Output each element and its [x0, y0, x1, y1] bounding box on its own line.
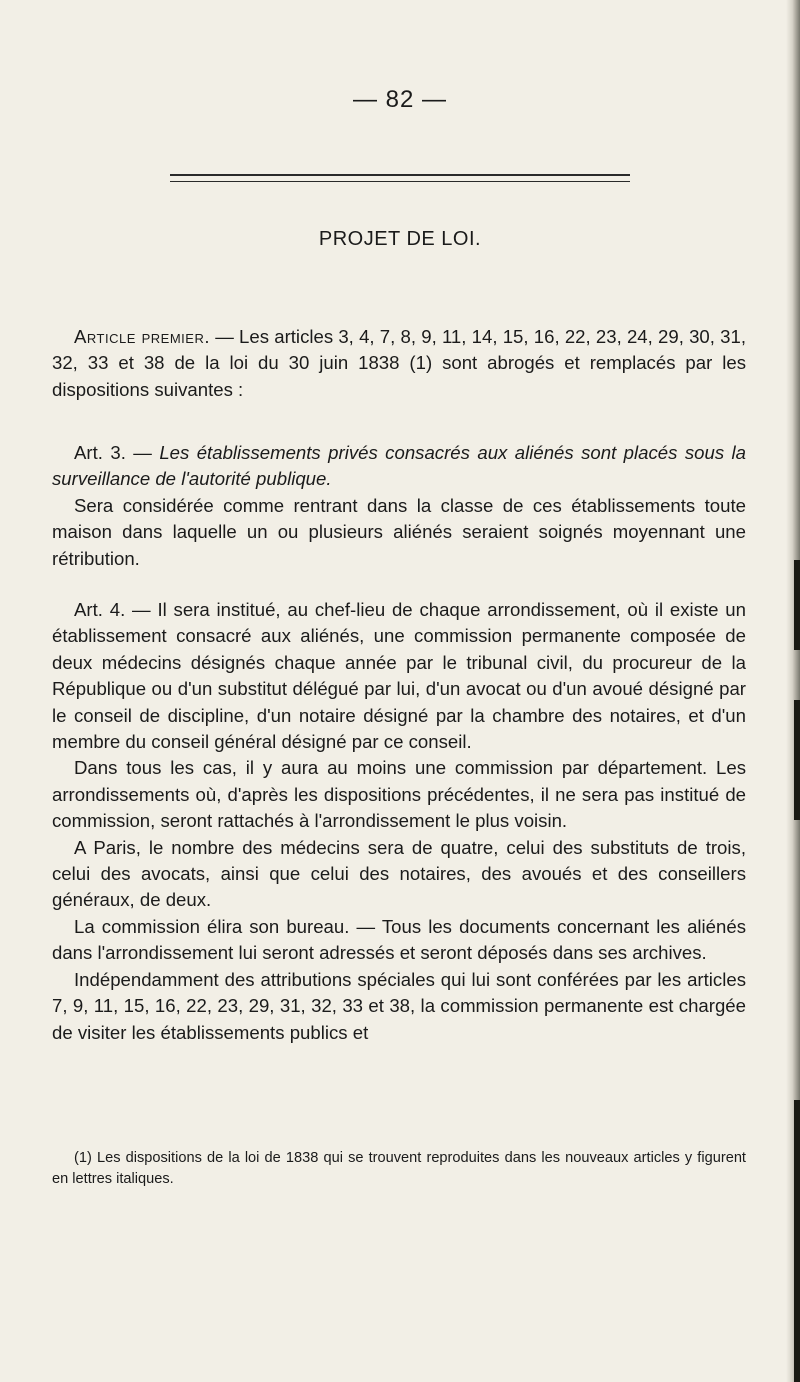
article-premier-label: Article premier.: [74, 326, 211, 347]
page-number: — 82 —: [352, 86, 448, 113]
article-premier-text: — Les articles 3, 4, 7, 8, 9, 11, 14, 15, 16, 22, 23, 24, 29, 30, 31, 32, 33 et 38 de la loi du 30 juin 1838 (1) sont abrogés et remplacés par les dispositions suivantes :: [52, 326, 746, 400]
article-4-paragraph-4: La commission élira son bureau. — Tous les documents concernant les aliénés dans l'arrondissement lui seront adressés et seront déposés dans ses archives.: [52, 915, 746, 964]
article-4-paragraph-5: Indépendamment des attributions spéciales qui lui sont conférées par les articles 7, 9, 11, 15, 16, 22, 23, 29, 31, 32, 33 et 38, la commission permanente est chargée de visiter les établissements publics et: [52, 968, 746, 1043]
article-4-paragraph-1: [52, 597, 746, 755]
page-edge-mark: [794, 1100, 800, 1382]
article-premier-paragraph: [52, 324, 746, 403]
article-3-paragraph: Sera considérée comme rentrant dans la classe de ces établissements toute maison dans laquelle un ou plusieurs aliénés seraient soignés moyennant une rétribution.: [52, 494, 746, 569]
article-3-heading: Les établissements privés consacrés aux aliénés sont placés sous la surveillance de l'autorité publique.: [52, 442, 747, 490]
article-4-label: Art. 4. —: [74, 599, 158, 620]
page-edge-mark: [794, 700, 800, 820]
page-edge-mark: [794, 560, 800, 650]
footnote: [52, 1148, 746, 1190]
article-3-label: Art. 3. —: [74, 442, 160, 463]
title-rule-top: [170, 174, 630, 176]
article-4-paragraph-3: A Paris, le nombre des médecins sera de quatre, celui des substituts de trois, celui des avocats, ainsi que celui des notaires, des avoués et des conseillers généraux, de deux.: [52, 836, 746, 911]
article-4-text: Il sera institué, au chef-lieu de chaque arrondissement, où il existe un établissement consacré aux aliénés, une commission permanente composée de deux médecins désignés chaque année par le tribunal civil, du procureur de la République ou d'un substitut délégué par lui, d'un avocat ou d'un avoué désigné par le conseil de discipline, d'un notaire désigné par la chambre des notaires, et d'un membre du conseil général désigné par ce conseil.: [52, 599, 746, 753]
article-4: [52, 597, 746, 1046]
article-3: [52, 440, 746, 572]
article-premier: [52, 324, 746, 403]
footnote-text: (1) Les dispositions de la loi de 1838 qui se trouvent reproduites dans les nouveaux articles y figurent en lettres italiques.: [52, 1150, 746, 1187]
title-rule-bottom: [170, 181, 630, 182]
article-4-paragraph-2: Dans tous les cas, il y aura au moins une commission par département. Les arrondissements où, d'après les dispositions précédentes, il ne sera pas institué de commission, seront rattachés à l'arrondissement le plus voisin.: [52, 757, 746, 832]
section-title: PROJET DE LOI.: [318, 228, 482, 250]
article-3-heading-paragraph: [52, 440, 746, 493]
